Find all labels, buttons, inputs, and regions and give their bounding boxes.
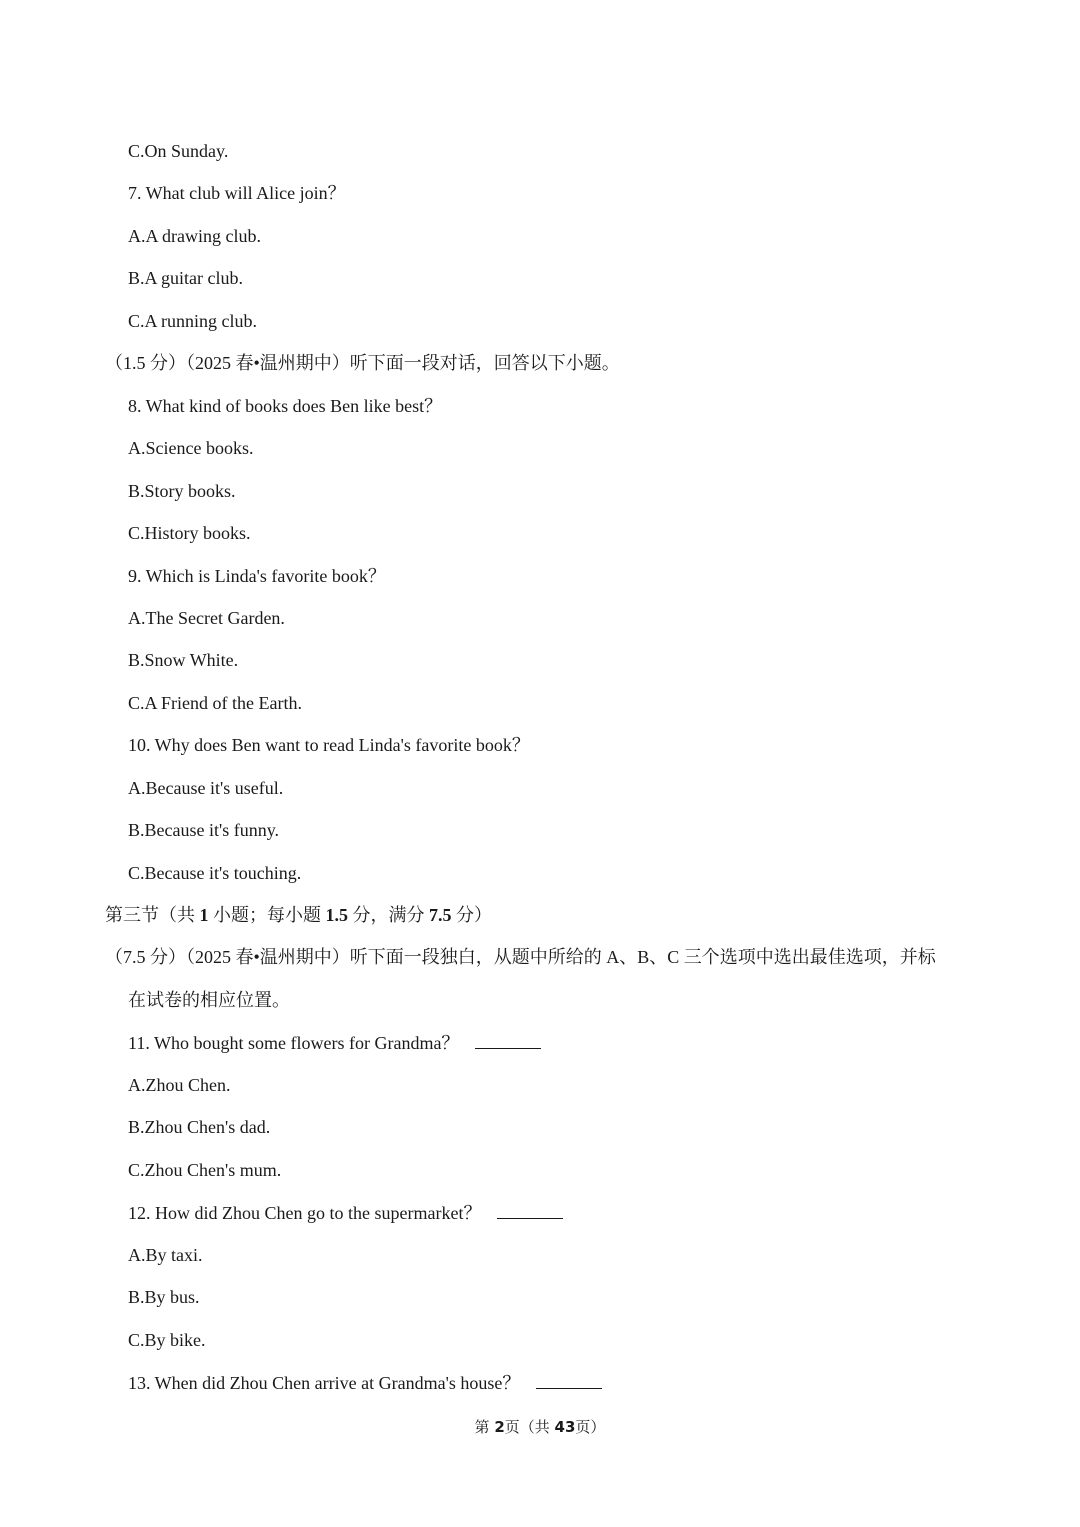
q12-answer-blank[interactable]: [497, 1200, 563, 1219]
section-heading: [105, 903, 492, 927]
q8-option-a: A.Science books.: [128, 438, 254, 458]
q10-option-c: C.Because it's touching.: [128, 863, 302, 883]
q8-question: 8. What kind of books does Ben like best？: [128, 396, 443, 416]
q12-option-a: A.By taxi.: [128, 1245, 203, 1265]
q12-question-row: [128, 1200, 563, 1225]
q7-option-b: B.A guitar club.: [128, 268, 243, 288]
section-heading-mid2: 分，满分: [348, 905, 429, 925]
q9-question: 9. Which is Linda's favorite book？: [128, 566, 386, 586]
section-points-total: 7.5: [429, 905, 452, 925]
section-points-each: 1.5: [325, 905, 348, 925]
footer-mid: 页（共: [504, 1418, 555, 1436]
q9-option-b: B.Snow White.: [128, 650, 239, 670]
q7-question: 7. What club will Alice join？: [128, 183, 346, 203]
q12-option-b: B.By bus.: [128, 1287, 200, 1307]
monologue-instruction-line1: （7.5 分）（2025 春•温州期中）听下面一段独白，从题中所给的 A、B、C 三个选项中选出最佳选项，并标: [105, 947, 936, 967]
section-heading-mid1: 小题；每小题: [208, 905, 326, 925]
q10-question: 10. Why does Ben want to read Linda's favorite book？: [128, 735, 530, 755]
section-question-count: 1: [199, 905, 209, 925]
section-heading-suffix: 分）: [451, 905, 492, 925]
q7-option-c: C.A running club.: [128, 311, 257, 331]
q11-option-b: B.Zhou Chen's dad.: [128, 1117, 271, 1137]
q9-option-c: C.A Friend of the Earth.: [128, 693, 302, 713]
q11-question: 11. Who bought some flowers for Grandma？: [128, 1033, 460, 1053]
q13-question-row: [128, 1370, 602, 1395]
q11-answer-blank[interactable]: [475, 1030, 541, 1049]
q13-answer-blank[interactable]: [536, 1370, 602, 1389]
q13-question: 13. When did Zhou Chen arrive at Grandma's house？: [128, 1373, 521, 1393]
q10-option-b: B.Because it's funny.: [128, 820, 280, 840]
section-heading-prefix: 第三节（共: [105, 905, 200, 925]
dialogue-instruction: （1.5 分）（2025 春•温州期中）听下面一段对话，回答以下小题。: [105, 353, 620, 373]
q11-question-row: [128, 1030, 541, 1055]
footer-suffix: 页）: [575, 1418, 606, 1436]
q11-option-c: C.Zhou Chen's mum.: [128, 1160, 282, 1180]
q11-option-a: A.Zhou Chen.: [128, 1075, 231, 1095]
q9-option-a: A.The Secret Garden.: [128, 608, 285, 628]
total-pages: 43: [554, 1418, 576, 1436]
q6-option-c: C.On Sunday.: [128, 141, 229, 161]
page-footer: [0, 1416, 1080, 1438]
q10-option-a: A.Because it's useful.: [128, 778, 284, 798]
q8-option-c: C.History books.: [128, 523, 251, 543]
q8-option-b: B.Story books.: [128, 481, 236, 501]
q7-option-a: A.A drawing club.: [128, 226, 261, 246]
q12-option-c: C.By bike.: [128, 1330, 206, 1350]
footer-prefix: 第: [474, 1418, 495, 1436]
page-number: 2: [494, 1418, 505, 1436]
q12-question: 12. How did Zhou Chen go to the supermarket？: [128, 1203, 482, 1223]
monologue-instruction-line2: 在试卷的相应位置。: [128, 990, 290, 1010]
